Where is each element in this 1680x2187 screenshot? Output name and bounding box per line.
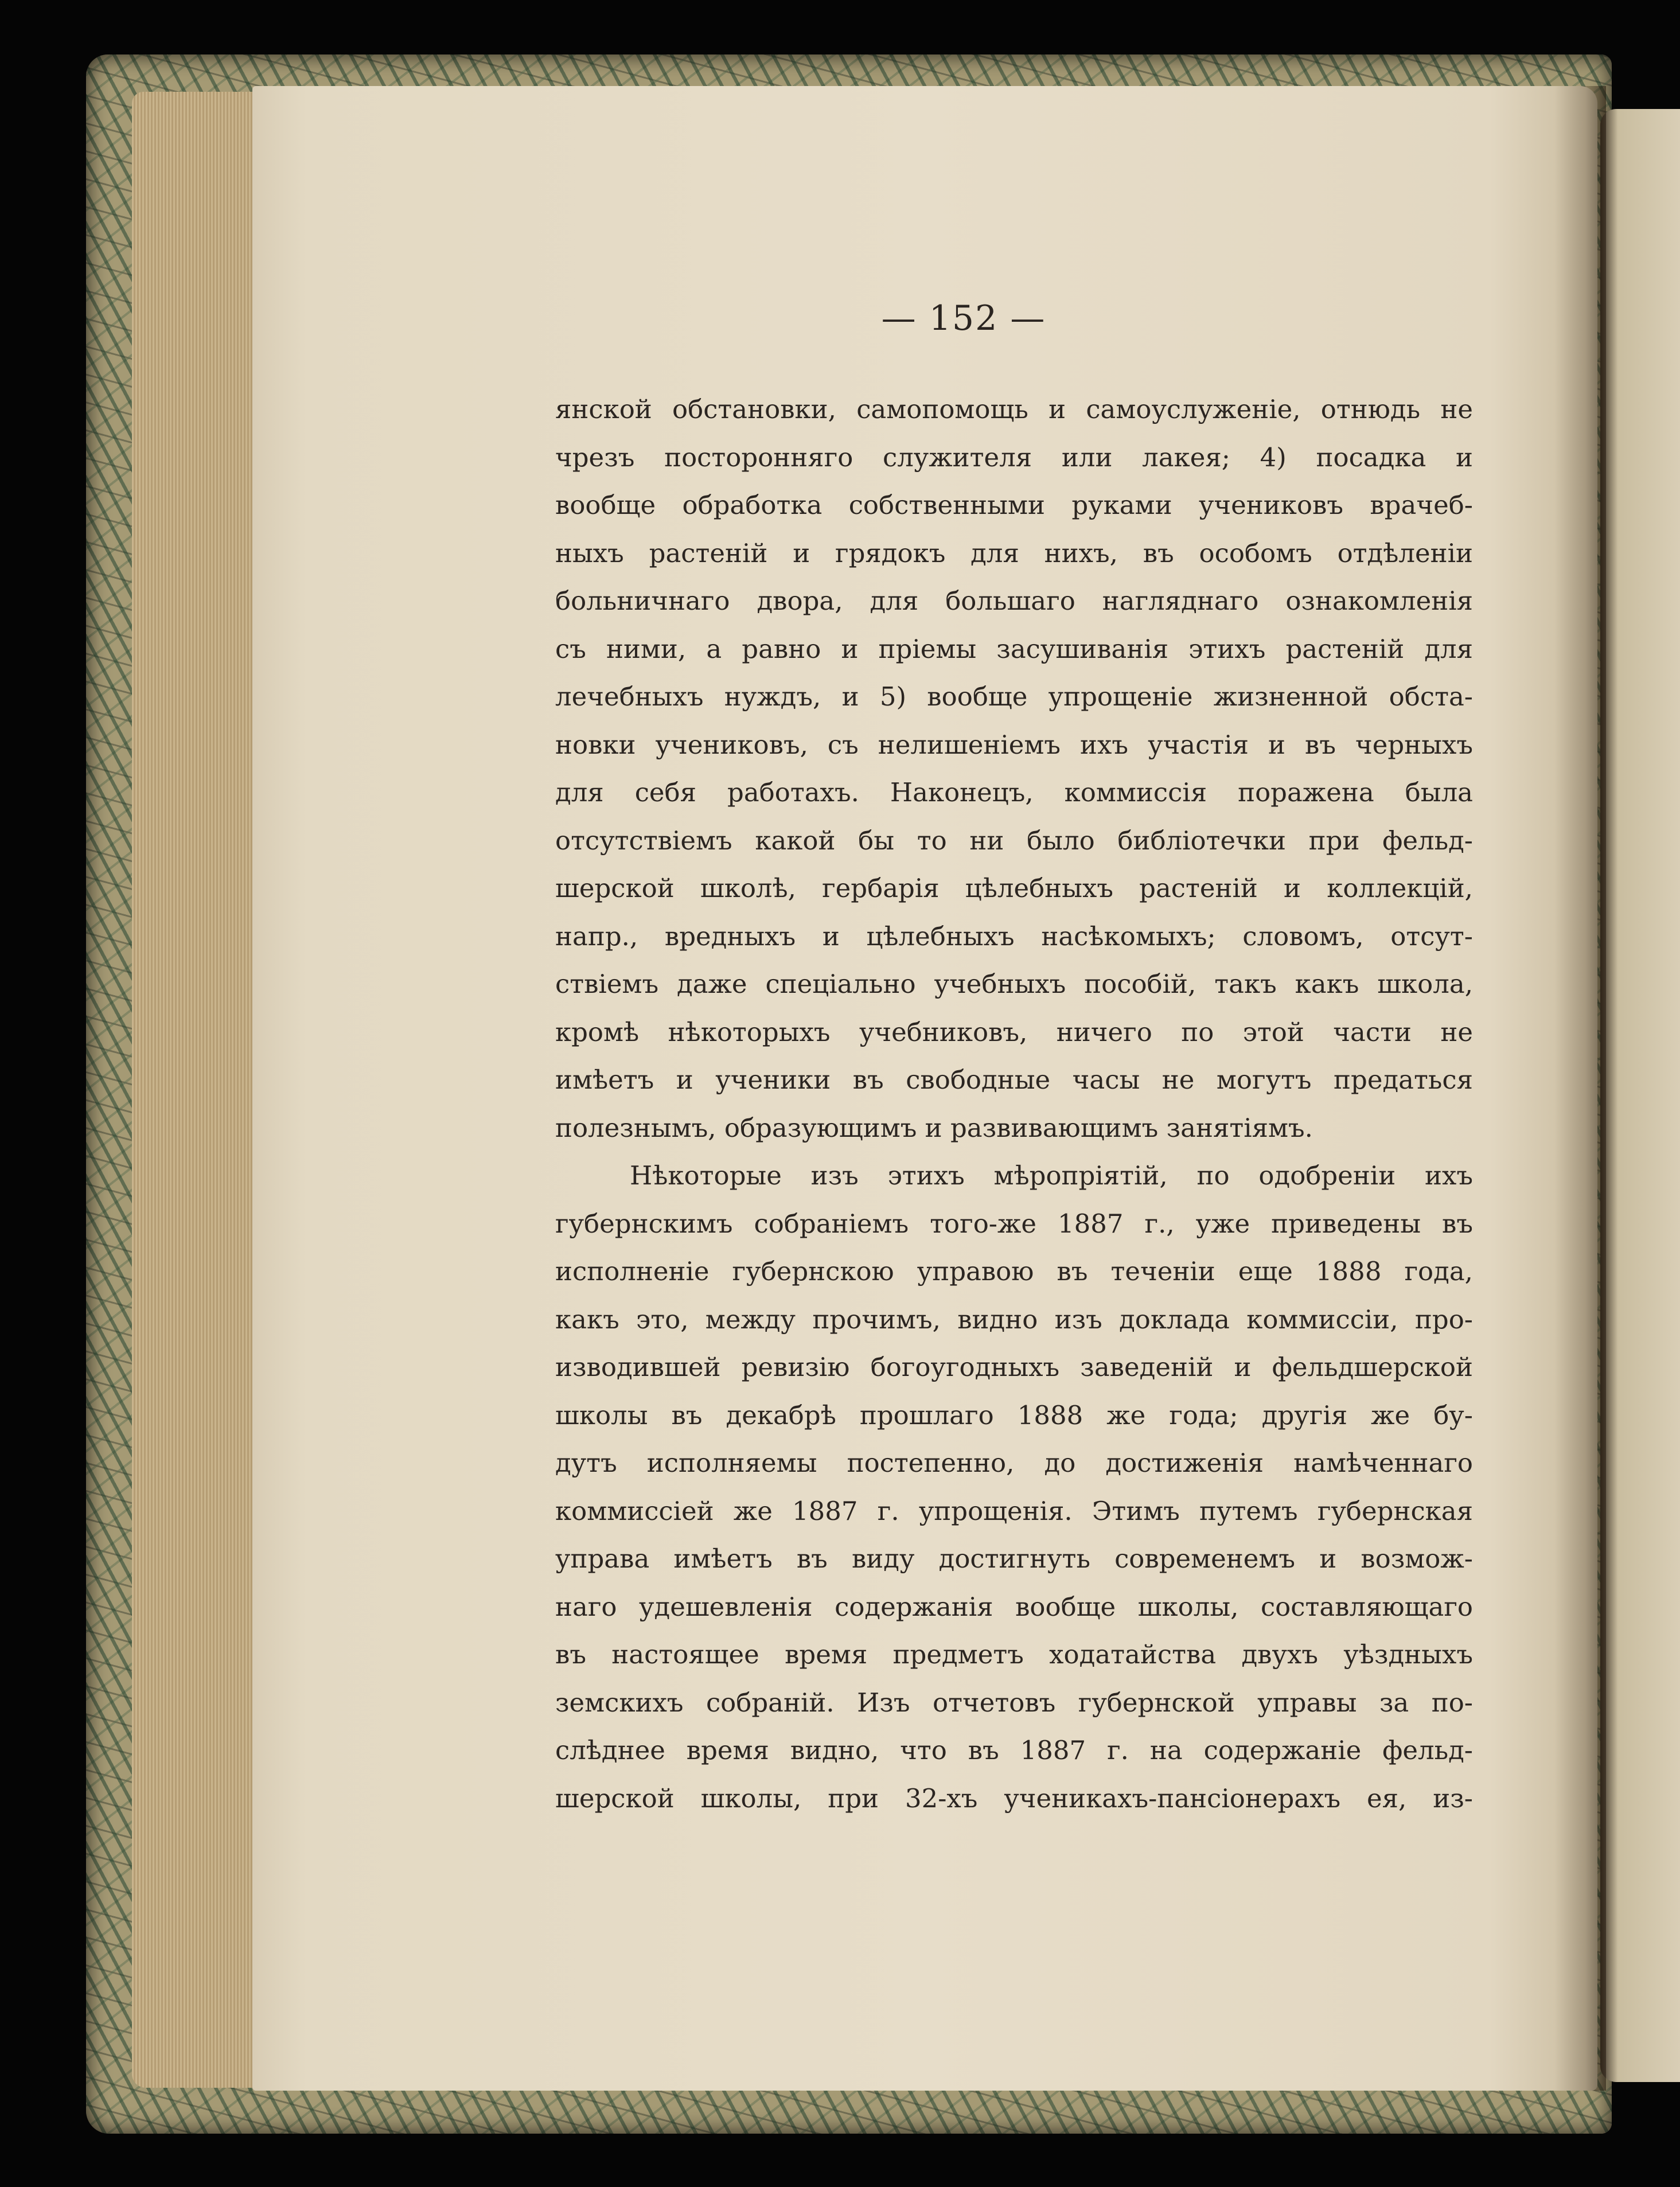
text-line: новки учениковъ, съ нелишеніемъ ихъ участія и въ черныхъ <box>555 729 1473 760</box>
text-line: губернскимъ собраніемъ того-же 1887 г., уже приведены въ <box>555 1208 1473 1239</box>
text-line: янской обстановки, самопомощь и самоуслуженіе, отнюдь не <box>555 394 1473 424</box>
text-line: чрезъ посторонняго служителя или лакея; 4) посадка и <box>555 442 1473 473</box>
text-line: шерской школѣ, гербарія цѣлебныхъ растеній и коллекцій, <box>555 873 1473 903</box>
text-line: шерской школы, при 32-хъ ученикахъ-пансіонерахъ ея, из- <box>555 1783 1473 1814</box>
text-line: вообще обработка собственными руками учениковъ врачеб- <box>555 490 1473 520</box>
text-line: отсутствіемъ какой бы то ни было библіотечки при фельд- <box>555 825 1473 856</box>
text-line: дутъ исполняемы постепенно, до достиженія намѣченнаго <box>555 1448 1473 1478</box>
text-line-paragraph-end: полезнымъ, образующимъ и развивающимъ занятіямъ. <box>555 1112 1313 1143</box>
text-line: изводившей ревизію богоугодныхъ заведеній и фельдшерской <box>555 1352 1473 1382</box>
text-line: ствіемъ даже спеціально учебныхъ пособій, такъ какъ школа, <box>555 969 1473 999</box>
text-line: коммиссіей же 1887 г. упрощенія. Этимъ путемъ губернская <box>555 1495 1473 1526</box>
body-text <box>555 385 1473 1822</box>
text-line-paragraph-start: Нѣкоторые изъ этихъ мѣропріятій, по одобреніи ихъ <box>630 1160 1473 1191</box>
text-line: больничнаго двора, для большаго нагляднаго ознакомленія <box>555 586 1473 616</box>
text-line: съ ними, а равно и пріемы засушиванія этихъ растеній для <box>555 633 1473 664</box>
page-edges <box>132 92 270 2088</box>
text-line: управа имѣетъ въ виду достигнуть современемъ и возмож- <box>555 1543 1473 1574</box>
text-line: земскихъ собраній. Изъ отчетовъ губернской управы за по- <box>555 1687 1473 1718</box>
text-line: наго удешевленія содержанія вообще школы, составляющаго <box>555 1591 1473 1622</box>
text-line: кромѣ нѣкоторыхъ учебниковъ, ничего по этой части не <box>555 1016 1473 1047</box>
text-line: слѣднее время видно, что въ 1887 г. на содержаніе фельд- <box>555 1735 1473 1765</box>
page-number: — 152 — <box>881 298 1046 338</box>
text-line: какъ это, между прочимъ, видно изъ доклада коммиссіи, про- <box>555 1304 1473 1335</box>
text-line: лечебныхъ нуждъ, и 5) вообще упрощеніе жизненной обста- <box>555 681 1473 712</box>
text-line: въ настоящее время предметъ ходатайства двухъ уѣздныхъ <box>555 1639 1473 1670</box>
text-line: школы въ декабрѣ прошлаго 1888 же года; другія же бу- <box>555 1399 1473 1430</box>
text-line: напр., вредныхъ и цѣлебныхъ насѣкомыхъ; словомъ, отсут- <box>555 921 1473 952</box>
facing-page-edge <box>1600 109 1680 2082</box>
text-line: имѣетъ и ученики въ свободные часы не могутъ предаться <box>555 1065 1473 1095</box>
spine-shadow <box>1554 86 1606 2091</box>
text-line: исполненіе губернскою управою въ теченіи еще 1888 года, <box>555 1256 1473 1287</box>
text-line: для себя работахъ. Наконецъ, коммиссія поражена была <box>555 777 1473 808</box>
text-line: ныхъ растеній и грядокъ для нихъ, въ особомъ отдѣленіи <box>555 537 1473 568</box>
